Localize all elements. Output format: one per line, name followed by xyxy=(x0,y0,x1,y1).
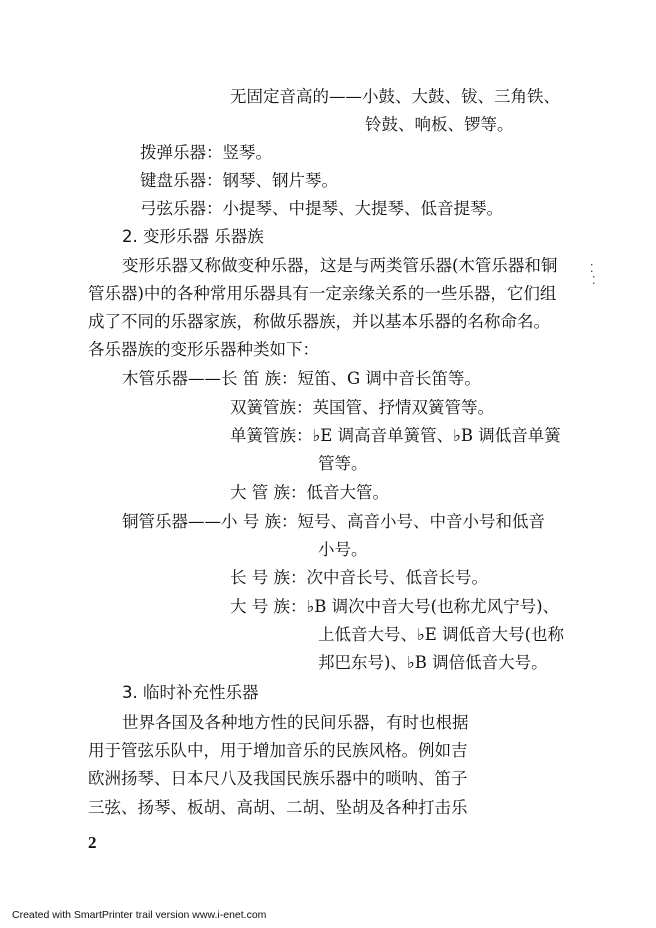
text-line: 铃鼓、响板、锣等。 xyxy=(365,115,514,134)
list-line: 小号。 xyxy=(318,540,368,559)
list-line: 长 号 族：次中音长号、低音长号。 xyxy=(230,568,488,587)
paragraph-line: 三弦、扬琴、板胡、高胡、二胡、坠胡及各种打击乐 xyxy=(88,798,468,817)
section-heading: 3. 临时补充性乐器 xyxy=(122,683,259,702)
paragraph-line: 世界各国及各种地方性的民间乐器，有时也根据 xyxy=(122,713,469,732)
list-line: 铜管乐器——小 号 族：短号、高音小号、中音小号和低音 xyxy=(122,512,545,531)
paragraph-line: 管乐器)中的各种常用乐器具有一定亲缘关系的一些乐器，它们组 xyxy=(88,284,557,303)
text-line: 无固定音高的——小鼓、大鼓、钹、三角铁、 xyxy=(230,87,560,106)
text-line: 拨弹乐器：竖琴。 xyxy=(140,143,272,162)
section-heading: 2. 变形乐器 乐器族 xyxy=(122,227,264,246)
text-line: 弓弦乐器：小提琴、中提琴、大提琴、低音提琴。 xyxy=(140,199,503,218)
list-line: 大 号 族：♭B 调次中音大号(也称尤风宁号)、 xyxy=(230,597,560,616)
list-line: 双簧管族：英国管、抒情双簧管等。 xyxy=(230,398,494,417)
list-line: 管等。 xyxy=(318,454,368,473)
footer-watermark: Created with SmartPrinter trail version www.i-enet.com xyxy=(12,909,267,921)
paragraph-line: 成了不同的乐器家族，称做乐器族，并以基本乐器的名称命名。 xyxy=(88,312,550,331)
paragraph-line: 欧洲扬琴、日本尺八及我国民族乐器中的唢呐、笛子 xyxy=(88,769,468,788)
page-number: 2 xyxy=(88,833,97,852)
margin-mark: ⁚ xyxy=(590,262,594,275)
paragraph-line: 各乐器族的变形乐器种类如下： xyxy=(88,340,319,359)
paragraph-line: 用于管弦乐队中，用于增加音乐的民族风格。例如吉 xyxy=(88,741,468,760)
paragraph-line: 变形乐器又称做变种乐器，这是与两类管乐器(木管乐器和铜 xyxy=(122,256,558,275)
list-line: 木管乐器——长 笛 族：短笛、G 调中音长笛等。 xyxy=(122,369,481,388)
list-line: 单簧管族：♭E 调高音单簧管、♭B 调低音单簧 xyxy=(230,426,561,445)
list-line: 大 管 族：低音大管。 xyxy=(230,483,389,502)
text-line: 键盘乐器：钢琴、钢片琴。 xyxy=(140,171,338,190)
list-line: 上低音大号、♭E 调低音大号(也称 xyxy=(318,625,565,644)
list-line: 邦巴东号)、♭B 调倍低音大号。 xyxy=(318,653,548,672)
margin-mark: ⁚ xyxy=(592,274,596,287)
